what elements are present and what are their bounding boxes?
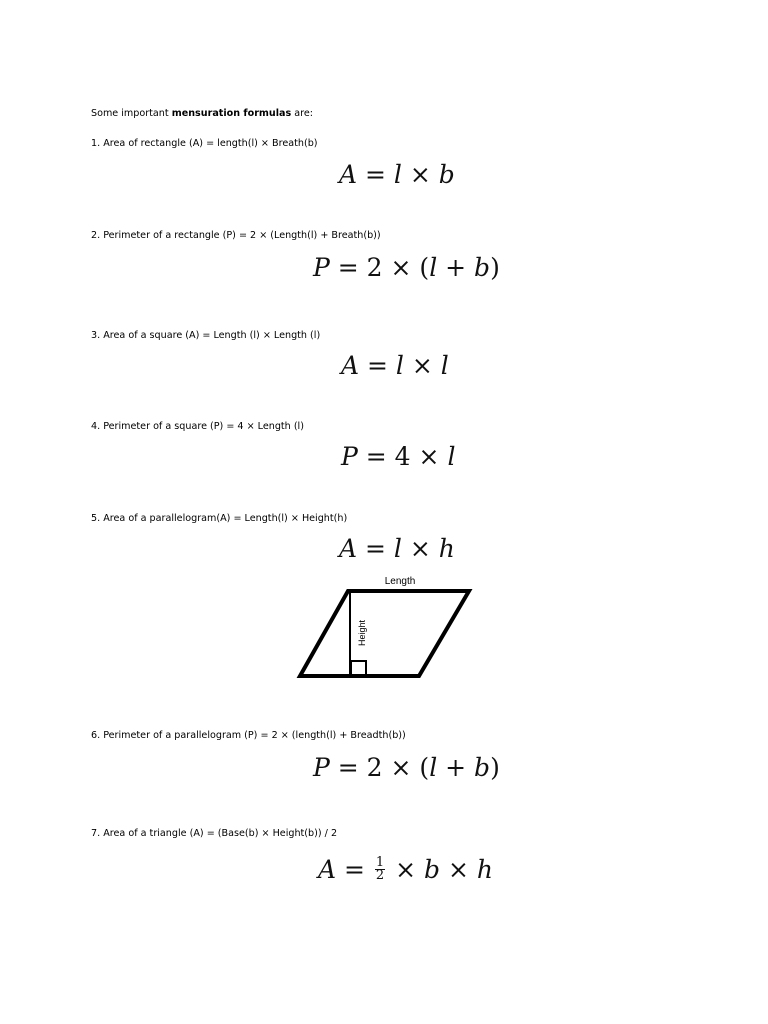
formula-4-equation: P = 4 × l xyxy=(341,442,456,471)
formula-4-description: 4. Perimeter of a square (P) = 4 × Length (l) xyxy=(91,421,304,432)
formula-5-description: 5. Area of a parallelogram(A) = Length(l) × Height(h) xyxy=(91,513,348,524)
formula-7-equation: A = $\frac{1}{2}$ × b × h xyxy=(318,855,494,884)
formula-2-description: 2. Perimeter of a rectangle (P) = 2 × (Length(l) + Breath(b)) xyxy=(91,230,381,241)
parallelogram-diagram xyxy=(296,572,476,682)
formula-6-equation: P = 2 × (l + b) xyxy=(313,753,500,782)
formula-1-equation: A = l × b xyxy=(339,160,455,189)
formula-6-description: 6. Perimeter of a parallelogram (P) = 2 × (length(l) + Breadth(b)) xyxy=(91,730,406,741)
right-angle-marker xyxy=(351,661,366,676)
formula-1-description: 1. Area of rectangle (A) = length(l) × Breath(b) xyxy=(91,138,318,149)
parallelogram-outline xyxy=(300,591,469,676)
formula-5-equation: A = l × h xyxy=(339,534,455,563)
height-label: Height xyxy=(357,619,367,647)
fraction-one-half: $\frac{1}{2}$ xyxy=(375,855,385,883)
length-label: Length xyxy=(384,576,416,587)
formula-3-equation: A = l × l xyxy=(341,351,449,380)
formula-3-description: 3. Area of a square (A) = Length (l) × Length (l) xyxy=(91,330,321,341)
intro-text: Some important mensuration formulas are: xyxy=(91,108,314,119)
formula-2-equation: P = 2 × (l + b) xyxy=(313,253,500,282)
formula-7-description: 7. Area of a triangle (A) = (Base(b) × Height(b)) / 2 xyxy=(91,828,338,839)
